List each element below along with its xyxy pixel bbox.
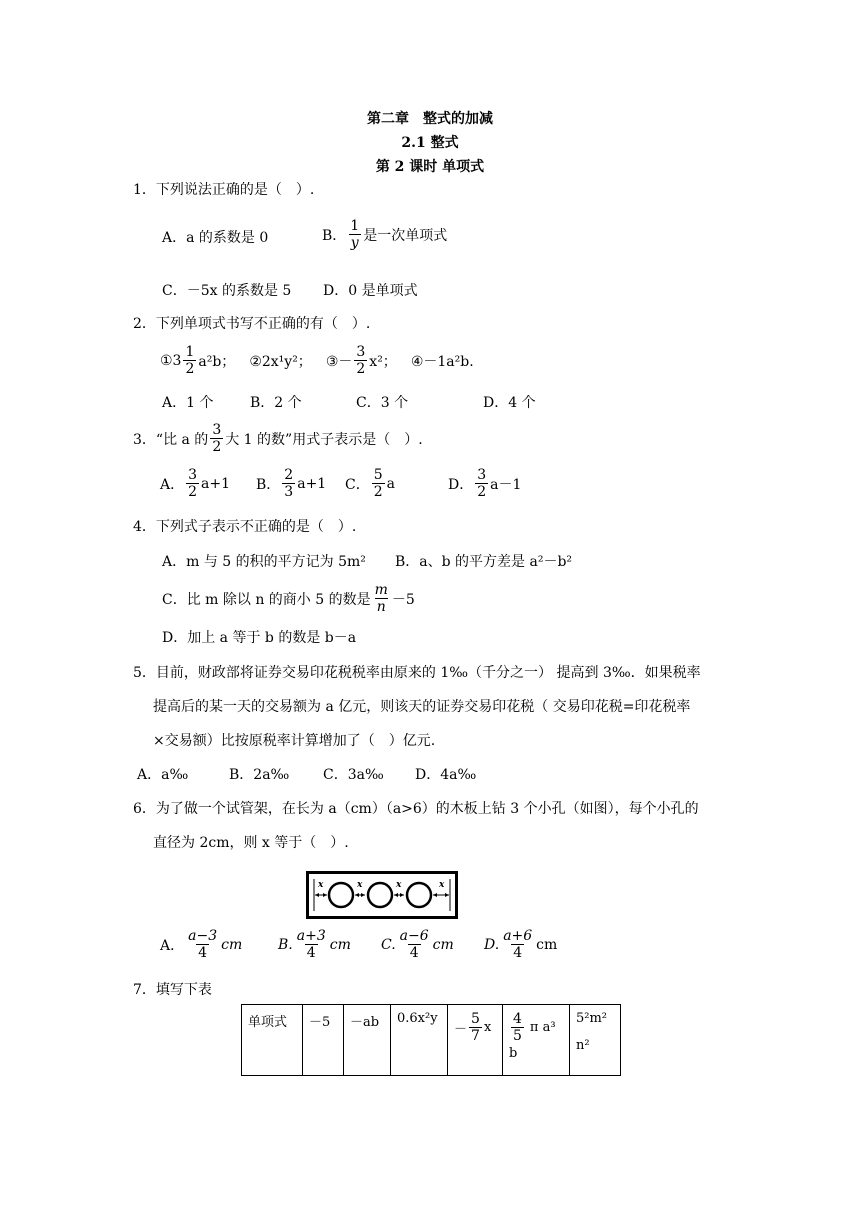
table-cell: －ab xyxy=(344,1005,391,1076)
q3-option-a: A． $\frac{3}{2}$ a+1 xyxy=(160,467,231,500)
label-x-2: x xyxy=(357,880,363,890)
question-7-stem: 7．填写下表 xyxy=(133,982,212,998)
q4-option-a: A．m 与 5 的积的平方记为 5m² xyxy=(162,554,366,570)
question-1-stem: 1．下列说法正确的是（ ）. xyxy=(133,182,315,198)
label-x-4: x xyxy=(439,880,445,890)
q2-items: ①3 $\frac{1}{2}$ a²b； ②2x¹y²； ③－ $\frac{3}{2}$ x²； ④－1a²b. xyxy=(160,344,474,377)
hole-1 xyxy=(329,883,353,907)
table-cell: － $\frac{5}{7}$ x xyxy=(448,1005,503,1076)
q2-option-b: B．2 个 xyxy=(250,395,302,411)
question-4-stem: 4．下列式子表示不正确的是（ ）. xyxy=(133,519,357,535)
label-x-1: x xyxy=(318,880,324,890)
lesson-title: 第 2 课时 单项式 xyxy=(375,159,485,175)
rack-diagram xyxy=(306,871,458,919)
hole-3 xyxy=(407,883,431,907)
question-6-line-1: 6．为了做一个试管架，在长为 a（cm）（a>6）的木板上钻 3 个小孔（如图），每个小孔的 xyxy=(133,801,699,817)
q3-option-c: C． $\frac{5}{2}$ a xyxy=(345,467,395,500)
question-5-line-1: 5．目前，财政部将证券交易印花税税率由原来的 1‰（千分之一） 提高到 3‰．如果税率 xyxy=(133,665,701,681)
q4-option-d: D．加上 a 等于 b 的数是 b－a xyxy=(162,630,357,646)
q1-option-c: C．－5x 的系数是 5 xyxy=(162,283,292,299)
q6-option-b: B. $\frac{a+3}{4}$ cm xyxy=(278,928,351,961)
q3-option-d: D． $\frac{3}{2}$ a－1 xyxy=(448,467,522,500)
question-5-line-2: 提高后的某一天的交易额为 a 亿元，则该天的证券交易印花税（ 交易印花税=印花税率 xyxy=(153,699,691,715)
q4-option-b: B．a、b 的平方差是 a²－b² xyxy=(395,554,573,570)
q5-option-d: D．4a‰ xyxy=(415,767,477,783)
table-header-cell: 单项式 xyxy=(242,1005,303,1076)
table-cell: $\frac{4}{5}$ π a³ b xyxy=(503,1005,570,1076)
q1-option-b: B． $\frac{1}{y}$ 是一次单项式 xyxy=(322,218,448,251)
test-tube-rack-figure xyxy=(306,871,458,919)
question-5-line-3: ×交易额）比按原税率计算增加了（ ）亿元. xyxy=(153,733,436,749)
question-6-line-2: 直径为 2cm，则 x 等于（ ）. xyxy=(153,835,349,851)
chapter-title: 第二章 整式的加减 xyxy=(367,111,493,127)
hole-2 xyxy=(368,883,392,907)
q6-option-c: C. $\frac{a-6}{4}$ cm xyxy=(381,928,454,961)
label-x-3: x xyxy=(396,880,402,890)
q5-option-c: C．3a‰ xyxy=(323,767,384,783)
q1-option-d: D．0 是单项式 xyxy=(323,283,418,299)
table-cell: 5²m² n² xyxy=(570,1005,621,1076)
fill-in-table xyxy=(241,1004,621,1076)
q2-option-d: D．4 个 xyxy=(483,395,536,411)
q6-option-a: A． $\frac{a-3}{4}$ cm xyxy=(160,928,243,961)
table-row xyxy=(242,1005,621,1076)
table-cell: －5 xyxy=(303,1005,344,1076)
q5-option-a: A．a‰ xyxy=(137,767,189,783)
question-3-stem: 3．“比 a 的 $\frac{3}{2}$ 大 1 的数”用式子表示是（ ）. xyxy=(133,422,423,455)
q1-option-a: A．a 的系数是 0 xyxy=(162,230,269,246)
q5-option-b: B．2a‰ xyxy=(229,767,290,783)
table-cell: 0.6x²y xyxy=(391,1005,448,1076)
section-title: 2.1 整式 xyxy=(401,135,459,151)
q2-option-c: C．3 个 xyxy=(356,395,409,411)
q4-option-c: C．比 m 除以 n 的商小 5 的数是 $\frac{m}{n}$ －5 xyxy=(162,582,415,615)
q2-option-a: A．1 个 xyxy=(162,395,214,411)
q6-option-d: D. $\frac{a+6}{4}$ cm xyxy=(484,928,558,961)
q3-option-b: B． $\frac{2}{3}$ a+1 xyxy=(256,467,327,500)
question-2-stem: 2．下列单项式书写不正确的有（ ）. xyxy=(133,316,371,332)
